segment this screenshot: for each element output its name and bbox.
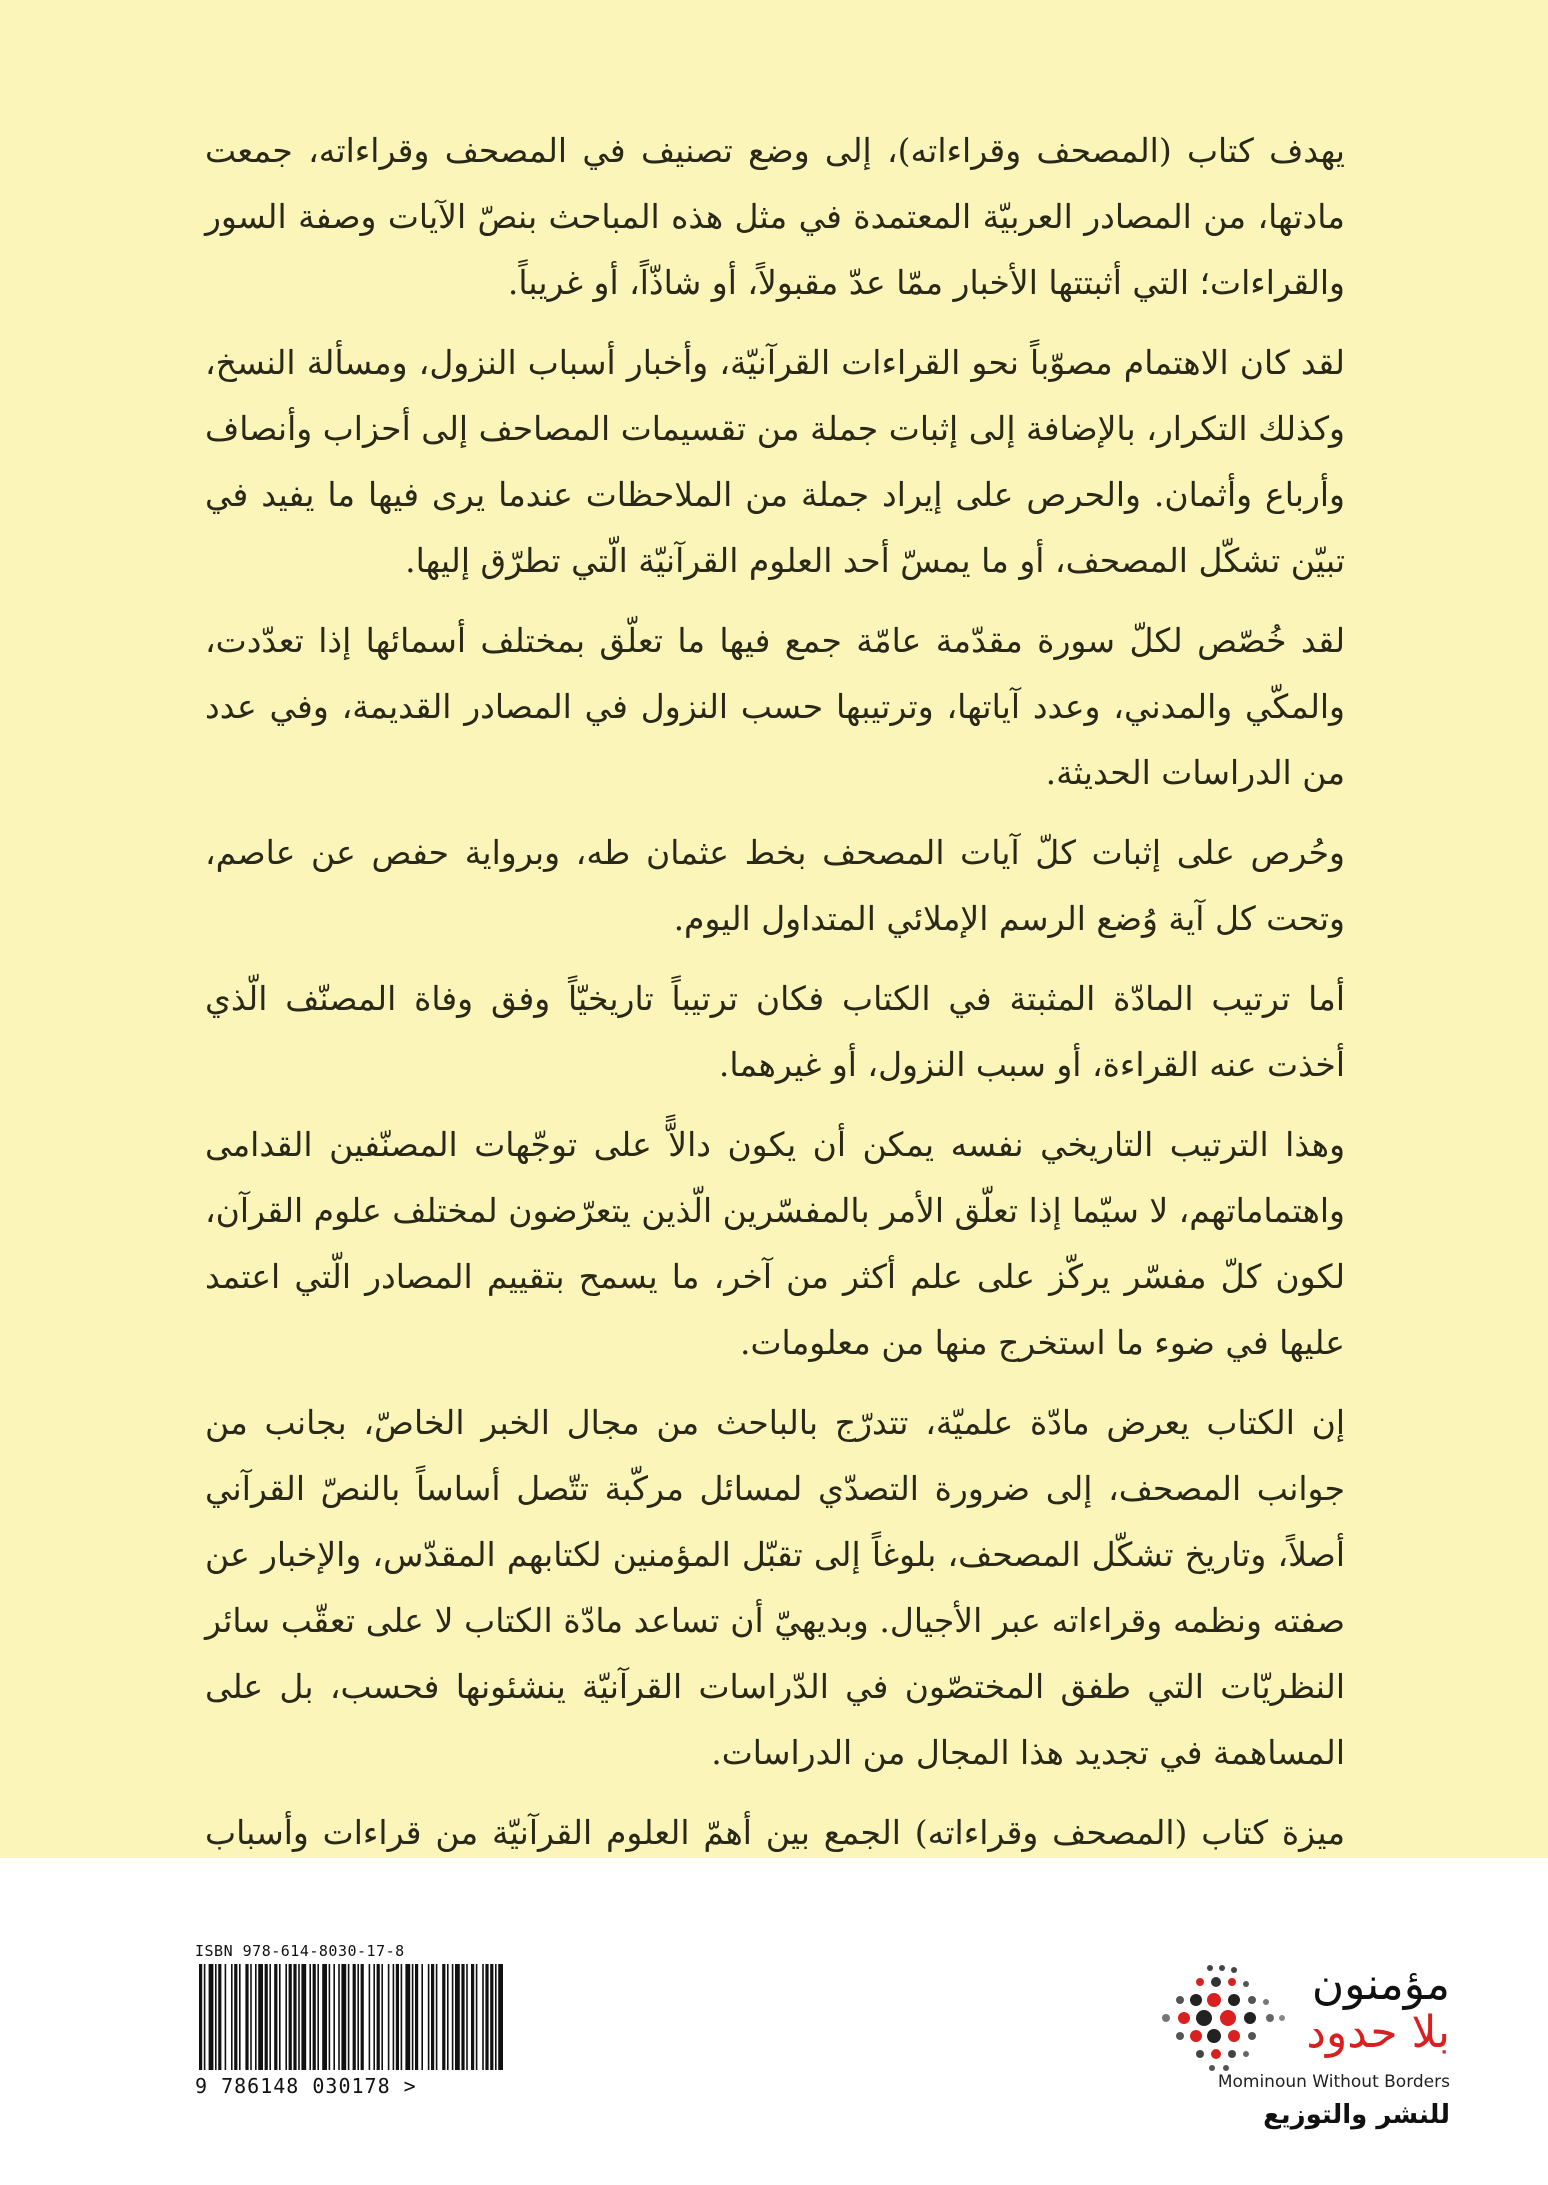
logo-dot <box>1196 1978 1204 1986</box>
barcode-bar <box>255 1964 257 2070</box>
barcode-bar <box>471 1964 474 2070</box>
barcode-bar <box>482 1964 484 2070</box>
logo-dot <box>1263 1999 1269 2005</box>
barcode-bar <box>225 1964 227 2070</box>
barcode-bar <box>265 1964 268 2070</box>
paragraph-8: ميزة كتاب (المصحف وقراءاته) الجمع بين أهمّ العلوم القرآنيّة من قراءات وأسباب <box>205 1813 1345 1852</box>
paragraph-6: وهذا الترتيب التاريخي نفسه يمكن أن يكون دالاًّ على توجّهات المصنّفين القدامى واهتماماتهم، لا سيّما إذا تعلّق الأمر بالمفسّرين الّذين يتعرّضون لمختلف علوم القرآن، لكون كلّ مفسّر يركّز على علم أكثر من آخر، ما يسمح بتقييم المصادر الّتي اعتمد عليها في ضوء ما استخرج منها من معلومات. <box>205 1125 1345 1362</box>
logo-dot <box>1220 2010 1236 2026</box>
barcode-bar <box>279 1964 281 2070</box>
barcode-bar <box>490 1964 493 2070</box>
logo-dot <box>1219 1965 1225 1971</box>
logo-dot <box>1190 1994 1202 2006</box>
logo-dot <box>1211 2049 1221 2059</box>
barcode-bar <box>234 1964 237 2070</box>
barcode-bar <box>250 1964 252 2070</box>
back-cover-text <box>205 118 1345 2012</box>
barcode-bar <box>274 1964 277 2070</box>
barcode-bar <box>498 1964 503 2070</box>
barcode-bar <box>421 1964 423 2070</box>
barcode-bar <box>333 1964 335 2070</box>
barcode-bar <box>309 1964 311 2070</box>
logo-dot <box>1162 2014 1170 2022</box>
barcode-bar <box>388 1964 390 2070</box>
logo-dot <box>1279 2015 1285 2021</box>
barcode-bar <box>455 1964 460 2070</box>
barcode-bar <box>341 1964 346 2070</box>
logo-name-line2: بلا حدود <box>1306 2007 1450 2058</box>
barcode-bar <box>215 1964 217 2070</box>
logo-dot <box>1190 2030 1202 2042</box>
logo-dot <box>1228 1994 1240 2006</box>
barcode-bar <box>377 1964 380 2070</box>
barcode-bar <box>436 1964 438 2070</box>
logo-dot <box>1196 2010 1212 2026</box>
barcode-bars <box>195 1964 505 2070</box>
barcode-bar <box>231 1964 233 2070</box>
barcode-bar <box>245 1964 248 2070</box>
barcode-bar <box>447 1964 449 2070</box>
barcode-bar <box>209 1964 214 2070</box>
logo-dot <box>1178 2012 1190 2024</box>
barcode-bar <box>476 1964 478 2070</box>
paragraph-1: يهدف كتاب (المصحف وقراءاته)، إلى وضع تصنيف في المصحف وقراءاته، جمعت مادتها، من المصادر العربيّة المعتمدة في مثل هذه المباحث بنصّ الآيات وصفة السور والقراءات؛ التي أثبتتها الأخبار ممّا عدّ مقبولاً، أو شاذّاً، أو غريباً. <box>205 131 1345 302</box>
barcode-bar <box>317 1964 319 2070</box>
paragraph-3: لقد خُصّص لكلّ سورة مقدّمة عامّة جمع فيها ما تعلّق بمختلف أسمائها إذا تعدّدت، والمكّي والمدني، وعدد آياتها، وترتيبها حسب النزول في المصادر القديمة، وفي عدد من الدراسات الحديثة. <box>205 621 1345 792</box>
barcode-bar <box>495 1964 497 2070</box>
logo-tagline: للنشر والتوزيع <box>1263 2100 1450 2130</box>
barcode-bar <box>269 1964 271 2070</box>
logo-name-line1: مؤمنون <box>1311 1959 1450 2010</box>
paragraph-2: لقد كان الاهتمام مصوّباً نحو القراءات القرآنيّة، وأخبار أسباب النزول، ومسألة النسخ، وكذلك التكرار، بالإضافة إلى إثبات جملة من تقسيمات المصاحف إلى أحزاب وأنصاف وأرباع وأثمان. والحرص على إيراد جملة من الملاحظات عندما يرى فيها ما يفيد في تبيّن تشكّل المصحف، أو ما يمسّ أحد العلوم القرآنيّة الّتي تطرّق إليها. <box>205 343 1345 580</box>
barcode-bar <box>301 1964 306 2070</box>
isbn-label: ISBN 978-614-8030-17-8 <box>195 1942 405 1960</box>
barcode-bar <box>348 1964 350 2070</box>
logo-name-english: Mominoun Without Borders <box>1217 2072 1450 2092</box>
logo-dot <box>1223 2065 1229 2071</box>
logo-dot <box>1231 1967 1237 1973</box>
logo-dot <box>1243 2051 1249 2057</box>
barcode-bar <box>466 1964 468 2070</box>
logo-dot <box>1211 1977 1221 1987</box>
logo-dot <box>1196 2050 1204 2058</box>
barcode-bar <box>298 1964 300 2070</box>
barcode-bar <box>428 1964 430 2070</box>
logo-dots-icon <box>1140 1960 1290 2080</box>
barcode-bar <box>218 1964 221 2070</box>
barcode-bar <box>258 1964 263 2070</box>
barcode-bar <box>373 1964 375 2070</box>
barcode-bar <box>431 1964 434 2070</box>
barcode-bar <box>338 1964 340 2070</box>
barcode-bar <box>313 1964 316 2070</box>
barcode-bar <box>461 1964 464 2070</box>
barcode-bar <box>412 1964 414 2070</box>
barcode-bar <box>361 1964 364 2070</box>
logo-dot <box>1248 1996 1256 2004</box>
logo-dot <box>1243 1981 1249 1987</box>
logo-dot <box>1209 2065 1215 2071</box>
barcode-bar <box>393 1964 395 2070</box>
barcode-bar <box>285 1964 287 2070</box>
barcode-bar <box>199 1964 202 2070</box>
logo-dot <box>1228 2050 1236 2058</box>
barcode-bar <box>239 1964 241 2070</box>
barcode-bar <box>353 1964 356 2070</box>
barcode-bar <box>396 1964 399 2070</box>
paragraph-7: إن الكتاب يعرض مادّة علميّة، تتدرّج بالباحث من مجال الخبر الخاصّ، بجانب من جوانب المصحف، إلى ضرورة التصدّي لمسائل مركّبة تتّصل أساساً بالنصّ القرآني أصلاً، وتاريخ تشكّل المصحف، بلوغاً إلى تقبّل المؤمنين لكتابهم المقدّس، والإخبار عن صفته ونظمه وقراءاته عبر الأجيال. وبديهيّ أن تساعد مادّة الكتاب لا على تعقّب سائر النظريّات التي طفق المختصّون في الدّراسات القرآنيّة ينشئونها فحسب، بل على المساهمة في تجديد هذا المجال من الدراسات. <box>205 1403 1345 1772</box>
barcode-bar <box>401 1964 403 2070</box>
barcode-bar <box>381 1964 383 2070</box>
barcode-bar <box>204 1964 206 2070</box>
barcode-bar <box>485 1964 488 2070</box>
barcode-bar <box>329 1964 331 2070</box>
logo-dot <box>1266 2014 1274 2022</box>
barcode <box>195 1942 505 2100</box>
logo-dot <box>1176 1996 1184 2004</box>
barcode-bar <box>415 1964 418 2070</box>
logo-dot <box>1228 1978 1236 1986</box>
barcode-number: 9 786148 030178 > <box>195 2074 417 2098</box>
logo-dot <box>1207 1965 1213 1971</box>
barcode-bar <box>357 1964 359 2070</box>
barcode-bar <box>369 1964 371 2070</box>
barcode-bar <box>442 1964 445 2070</box>
logo-dot <box>1207 1993 1221 2007</box>
logo-dot <box>1244 2012 1256 2024</box>
barcode-bar <box>289 1964 292 2070</box>
logo-dot <box>1176 2032 1184 2040</box>
barcode-bar <box>405 1964 410 2070</box>
barcode-bar <box>293 1964 296 2070</box>
barcode-bar <box>452 1964 454 2070</box>
logo-dot <box>1207 2029 1221 2043</box>
paragraph-5: أما ترتيب المادّة المثبتة في الكتاب فكان ترتيباً تاريخيّاً وفق وفاة المصنّف الّذي أخذت عنه القراءة، أو سبب النزول، أو غيرهما. <box>205 979 1345 1084</box>
logo-dot <box>1248 2032 1256 2040</box>
paragraph-4: وحُرص على إثبات كلّ آيات المصحف بخط عثمان طه، وبرواية حفص عن عاصم، وتحت كل آية وُضع الرسم الإملائي المتداول اليوم. <box>205 833 1345 938</box>
publisher-logo <box>1120 1960 1450 2140</box>
barcode-bar <box>322 1964 327 2070</box>
logo-dot <box>1228 2030 1240 2042</box>
